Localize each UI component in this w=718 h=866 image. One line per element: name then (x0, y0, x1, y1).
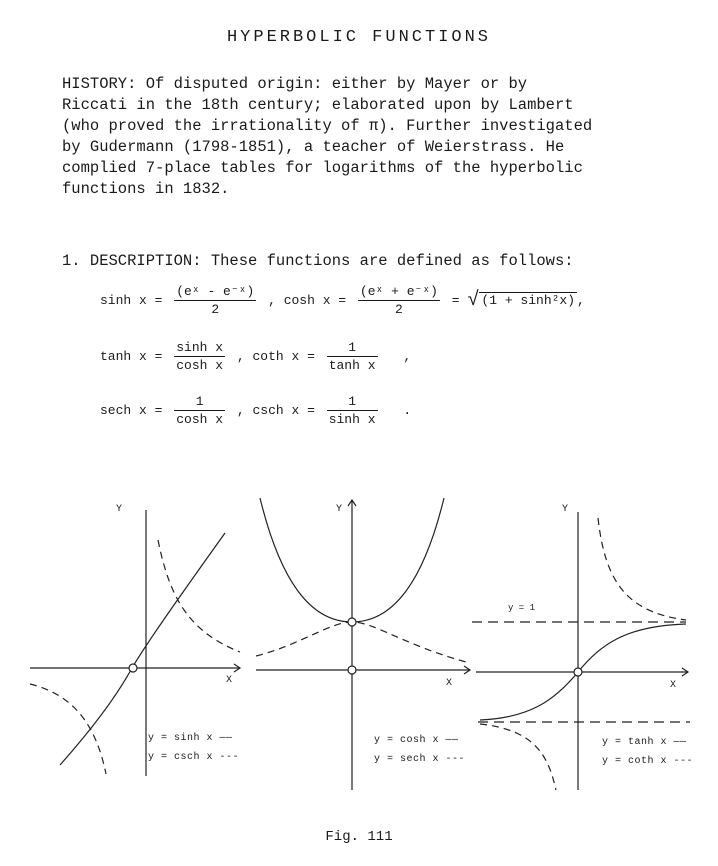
history-line: by Gudermann (1798-1851), a teacher of Weierstrass. He (62, 138, 565, 156)
graph3-origin-marker (574, 668, 582, 676)
cosh-sqrt-term: (1 + sinh²x) (481, 293, 576, 308)
tanh-denominator: cosh x (176, 358, 224, 373)
graph1-y-label: Y (116, 504, 123, 515)
coth-lhs: , coth x = (236, 349, 315, 364)
sech-curve (256, 622, 466, 662)
sinh-curve (60, 533, 225, 765)
sinh-numerator: (eˣ - e⁻ˣ) (176, 284, 255, 299)
tanh-numerator: sinh x (176, 340, 224, 355)
sech-denominator: cosh x (176, 412, 224, 427)
tanh-legend: y = tanh x —— (602, 737, 687, 748)
sinh-legend: y = sinh x —— (148, 733, 233, 744)
graph2-y-label: Y (336, 504, 343, 515)
history-line: HISTORY: Of disputed origin: either by Mayer or by (62, 75, 528, 93)
coth-curve-positive (598, 518, 686, 620)
csch-numerator: 1 (327, 394, 378, 411)
cosh-denominator: 2 (395, 302, 403, 317)
csch-legend: y = csch x --- (148, 752, 240, 763)
coth-end: , (403, 349, 412, 364)
description-heading: 1. DESCRIPTION: These functions are defined as follows: (62, 252, 574, 270)
graph3-x-label: X (670, 680, 677, 691)
history-line: (who proved the irrationality of π). Further investigated (62, 117, 593, 135)
csch-lhs: , csch x = (236, 403, 315, 418)
coth-legend: y = coth x --- (602, 756, 694, 767)
sech-legend: y = sech x --- (374, 754, 466, 765)
graph2-x-label: X (446, 678, 453, 689)
coth-numerator: 1 (327, 340, 378, 357)
sech-numerator: 1 (174, 394, 225, 411)
cosh-legend: y = cosh x —— (374, 735, 459, 746)
history-line: complied 7-place tables for logarithms of the hyperbolic (62, 159, 583, 177)
history-line: Riccati in the 18th century; elaborated upon by Lambert (62, 96, 574, 114)
csch-denominator: sinh x (328, 412, 376, 427)
page-title: HYPERBOLIC FUNCTIONS (226, 28, 492, 47)
graph1-origin-marker (129, 664, 137, 672)
tanh-lhs: tanh x = (100, 349, 163, 364)
cosh-equals: = (451, 293, 460, 308)
coth-denominator: tanh x (328, 358, 376, 373)
coth-curve-negative (480, 724, 556, 790)
csch-curve-negative (30, 684, 106, 774)
cosh-numerator: (eˣ + e⁻ˣ) (359, 284, 438, 299)
sinh-lhs: sinh x = (100, 293, 163, 308)
cosh-end: , (577, 293, 585, 308)
graph2-vertex-marker (348, 618, 356, 626)
sqrt-icon: √ (467, 289, 480, 312)
graph3-y-label: Y (562, 504, 569, 515)
cosh-lhs: , cosh x = (268, 293, 347, 308)
figure-caption: Fig. 111 (325, 829, 393, 845)
graph1-x-label: X (226, 675, 233, 686)
csch-end: . (403, 403, 412, 418)
csch-curve-positive (158, 540, 240, 652)
graph2-origin-marker (348, 666, 356, 674)
asymptote-label: y = 1 (508, 603, 536, 613)
sinh-denominator: 2 (211, 302, 220, 317)
history-line: functions in 1832. (62, 180, 230, 198)
sech-lhs: sech x = (100, 403, 163, 418)
